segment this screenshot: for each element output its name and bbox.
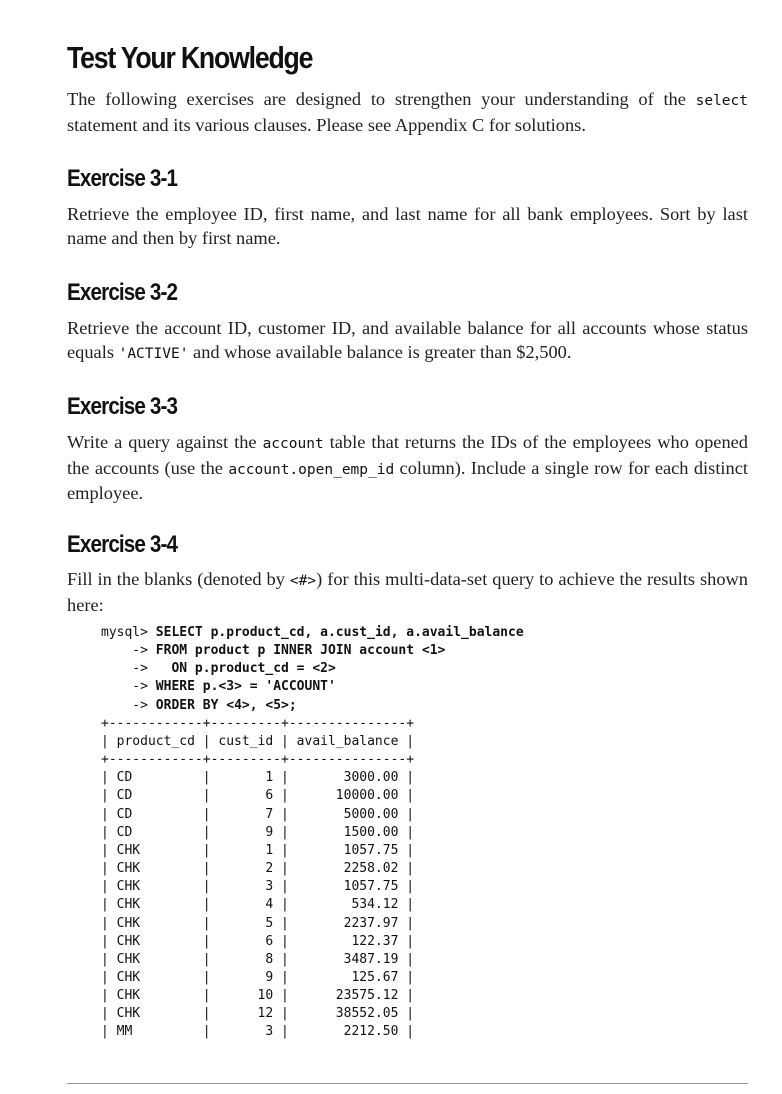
query-line-5: ORDER BY <4>, <5>; [155, 697, 297, 713]
result-row: | CD | 1 | 3000.00 | [101, 770, 415, 786]
exercise-3-3-code-account: account [262, 436, 324, 452]
query-continuation-prompt: -> [101, 643, 156, 659]
result-row: | CD | 7 | 5000.00 | [101, 806, 415, 822]
query-line [101, 678, 524, 696]
exercise-3-2-text-after: and whose available balance is greater than $2,500. [188, 341, 572, 362]
exercise-3-2-heading: Exercise 3-2 [67, 279, 178, 306]
result-row: | CHK | 3 | 1057.75 | [101, 879, 415, 895]
exercise-3-4-heading: Exercise 3-4 [67, 531, 178, 558]
query-line [101, 624, 524, 642]
query-line-2: FROM product p INNER JOIN account <1> [155, 643, 446, 659]
exercise-3-3-text-1: Write a query against the [67, 432, 263, 452]
exercise-3-3-heading: Exercise 3-3 [67, 393, 178, 420]
exercise-3-4-code-placeholder: <#> [289, 573, 317, 589]
result-row: | CD | 9 | 1500.00 | [101, 824, 415, 840]
query-prompt: mysql> [101, 625, 156, 640]
exercise-3-1-text: Retrieve the employee ID, first name, and last name for all bank employees. Sort by last name and then by first name. [67, 204, 748, 248]
result-row: | CHK | 4 | 534.12 | [101, 897, 415, 913]
result-header-row: | product_cd | cust_id | avail_balance | [101, 733, 415, 749]
exercise-3-3-text [67, 431, 748, 506]
result-border-mid: +------------+---------+---------------+ [101, 752, 415, 768]
query-line [101, 642, 524, 660]
exercise-3-2-text [67, 317, 748, 366]
sql-query-block [101, 624, 524, 1042]
query-line-4: WHERE p.<3> = 'ACCOUNT' [155, 679, 336, 695]
exercise-3-2-text-before: Retrieve the account ID, customer ID, and available balance for all accounts whose status equals [67, 318, 748, 362]
result-row: | CHK | 2 | 2258.02 | [101, 861, 415, 877]
result-row: | CHK | 8 | 3487.19 | [101, 951, 415, 967]
query-line [101, 697, 524, 715]
result-row: | CHK | 1 | 1057.75 | [101, 842, 415, 858]
query-continuation-prompt: -> [101, 661, 156, 677]
exercise-3-4-text [67, 568, 748, 617]
result-row: | MM | 3 | 2212.50 | [101, 1024, 415, 1040]
result-row: | CHK | 5 | 2237.97 | [101, 915, 415, 931]
exercise-3-4-text-before: Fill in the blanks (denoted by [67, 569, 290, 589]
page-footer-rule [67, 1083, 748, 1084]
exercise-3-1-heading: Exercise 3-1 [67, 165, 178, 192]
exercise-3-4-text-after: ) for this multi-data-set query to achieve the results shown here: [67, 569, 748, 615]
intro-paragraph [67, 88, 748, 137]
result-row: | CHK | 12 | 38552.05 | [101, 1006, 415, 1022]
result-row: | CHK | 6 | 122.37 | [101, 933, 415, 949]
query-line-1: SELECT p.product_cd, a.cust_id, a.avail_balance [155, 625, 524, 640]
result-row: | CHK | 10 | 23575.12 | [101, 988, 415, 1004]
intro-code-select: select [695, 93, 748, 109]
query-continuation-prompt: -> [101, 697, 156, 713]
result-rows [101, 769, 524, 1041]
exercise-3-3-code-open-emp-id: account.open_emp_id [228, 461, 395, 478]
exercise-3-3-text-2: table that returns the IDs of the employees who opened the accounts (use the [67, 432, 748, 478]
exercise-3-3-text-3: column). Include a single row for each distinct employee. [67, 457, 749, 503]
exercise-3-2-code-active: 'ACTIVE' [118, 345, 189, 362]
query-line [101, 660, 524, 678]
query-line-3: ON p.product_cd = <2> [155, 661, 336, 677]
query-continuation-prompt: -> [101, 679, 156, 695]
intro-text-after: statement and its various clauses. Please see Appendix C for solutions. [67, 114, 586, 135]
result-row: | CHK | 9 | 125.67 | [101, 969, 415, 985]
page-title: Test Your Knowledge [67, 40, 313, 75]
result-row: | CD | 6 | 10000.00 | [101, 788, 415, 804]
intro-text-before: The following exercises are designed to strengthen your understanding of the [67, 89, 696, 109]
result-border-top: +------------+---------+---------------+ [101, 715, 415, 731]
